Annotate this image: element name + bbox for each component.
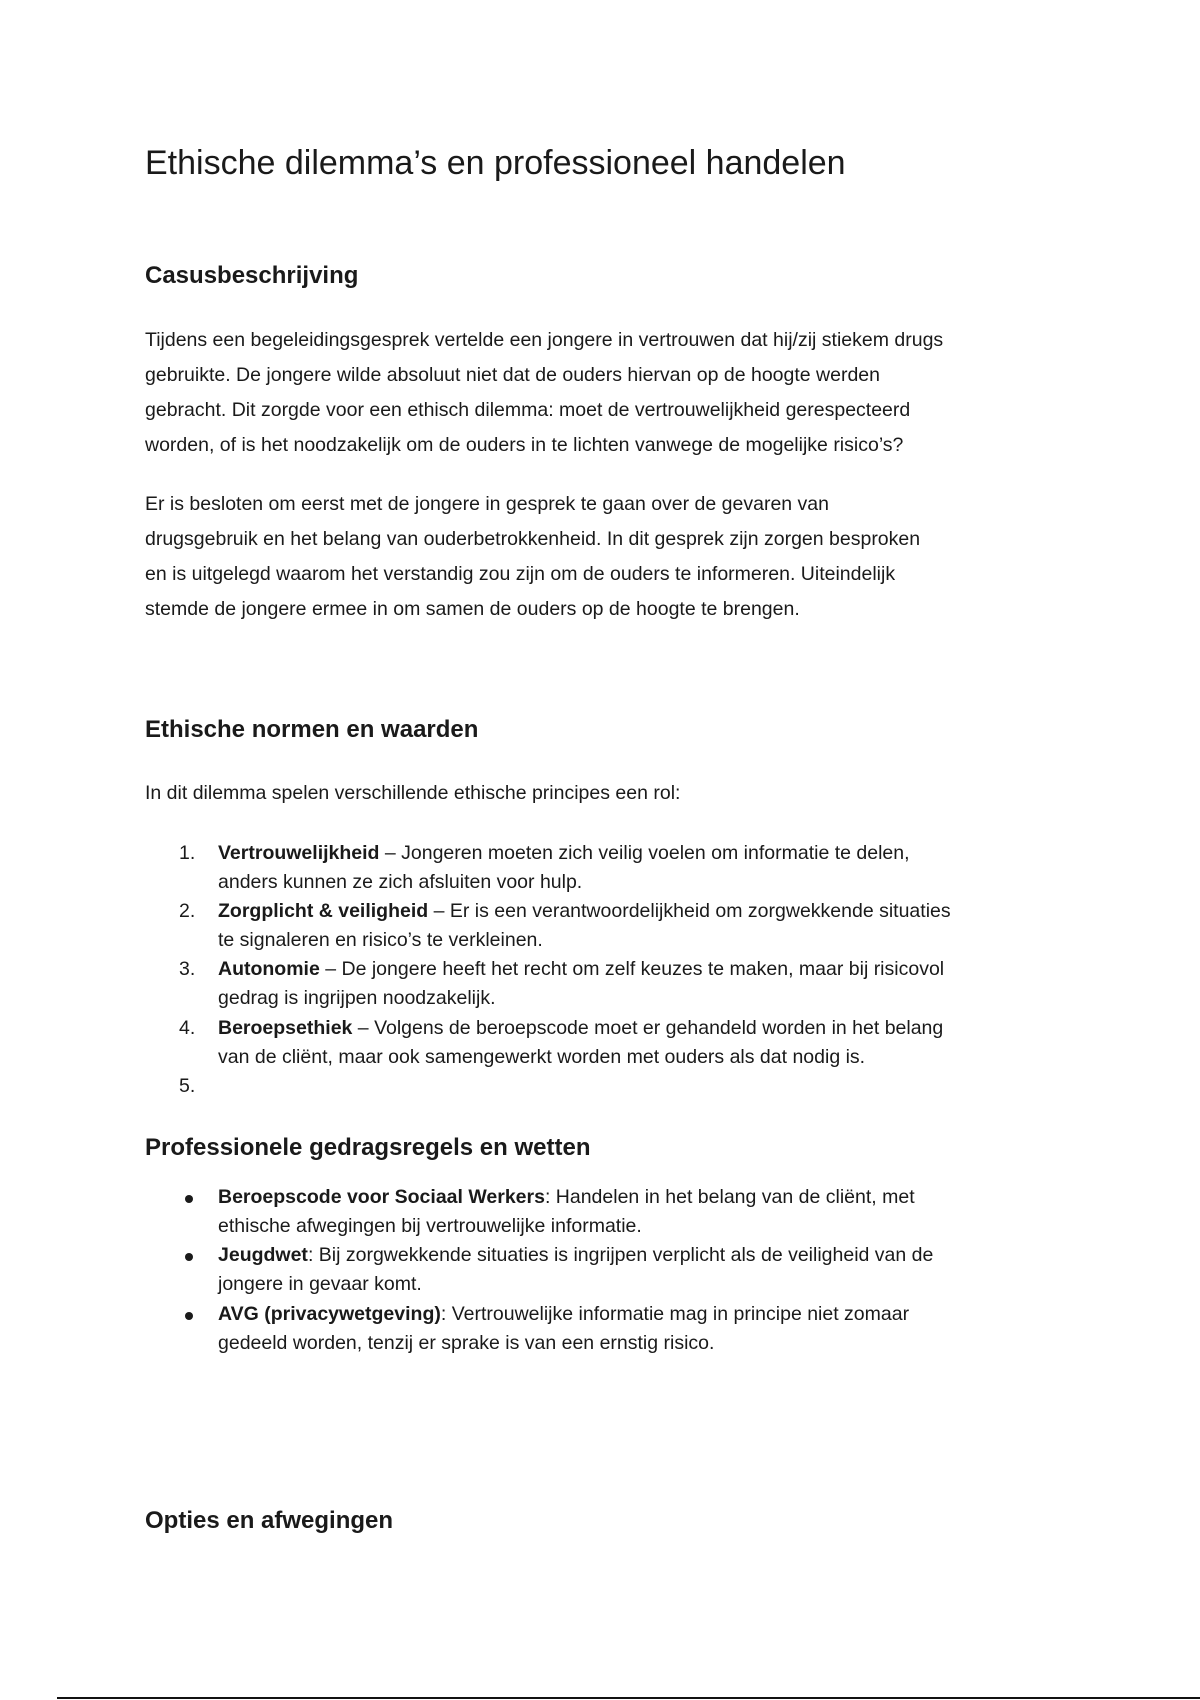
list-item-text: – Volgens de beroepscode moet er gehandeld worden in het belang bbox=[352, 1017, 944, 1039]
list-item-text: – Er is een verantwoordelijkheid om zorgwekkende situaties bbox=[428, 900, 951, 922]
text-line: worden, of is het noodzakelijk om de ouders in te lichten vanwege de mogelijke risico’s? bbox=[145, 434, 904, 456]
bullet-icon bbox=[185, 1253, 193, 1261]
text-line: gebracht. Dit zorgde voor een ethisch dilemma: moet de vertrouwelijkheid gerespecteerd bbox=[145, 399, 911, 421]
list-number: 4. bbox=[179, 1017, 196, 1039]
heading-ethische-normen: Ethische normen en waarden bbox=[145, 716, 479, 743]
list-item-term: Autonomie bbox=[218, 958, 320, 980]
list-item-text: ethische afwegingen bij vertrouwelijke informatie. bbox=[218, 1215, 642, 1237]
list-item-text: – De jongere heeft het recht om zelf keuzes te maken, maar bij risicovol bbox=[319, 958, 945, 980]
text-line: en is uitgelegd waarom het verstandig zou zijn om de ouders te informeren. Uiteindelijk bbox=[145, 563, 896, 585]
list-item-text: : Bij zorgwekkende situaties is ingrijpen verplicht als de veiligheid van de bbox=[307, 1244, 934, 1266]
list-item-text: van de cliënt, maar ook samengewerkt worden met ouders als dat nodig is. bbox=[218, 1046, 866, 1068]
text-line: In dit dilemma spelen verschillende ethische principes een rol: bbox=[145, 782, 681, 804]
list-item-text: gedeeld worden, tenzij er sprake is van een ernstig risico. bbox=[218, 1332, 715, 1354]
list-item-term: Zorgplicht & veiligheid bbox=[218, 900, 429, 922]
text-line: Tijdens een begeleidingsgesprek vertelde een jongere in vertrouwen dat hij/zij stiekem drugs bbox=[145, 329, 944, 351]
list-item-term: Beroepscode voor Sociaal Werkers bbox=[218, 1186, 545, 1208]
heading-gedragsregels: Professionele gedragsregels en wetten bbox=[145, 1134, 591, 1161]
casus-paragraph-2 bbox=[145, 487, 1065, 627]
heading-opties: Opties en afwegingen bbox=[145, 1507, 394, 1534]
list-item-text: : Handelen in het belang van de cliënt, met bbox=[544, 1186, 915, 1208]
heading-casusbeschrijving: Casusbeschrijving bbox=[145, 262, 359, 289]
text-line: stemde de jongere ermee in om samen de ouders op de hoogte te brengen. bbox=[145, 598, 800, 620]
document-title: Ethische dilemma’s en professioneel handelen bbox=[145, 144, 846, 182]
list-item-text: te signaleren en risico’s te verkleinen. bbox=[218, 929, 543, 951]
list-number: 2. bbox=[179, 900, 196, 922]
casus-paragraph-1 bbox=[145, 323, 1065, 463]
list-item-text: anders kunnen ze zich afsluiten voor hulp. bbox=[218, 871, 583, 893]
list-item-text: : Vertrouwelijke informatie mag in principe niet zomaar bbox=[440, 1303, 910, 1325]
page-bottom-rule bbox=[57, 1697, 1200, 1699]
list-item-text: – Jongeren moeten zich veilig voelen om informatie te delen, bbox=[379, 842, 910, 864]
list-item-term: Vertrouwelijkheid bbox=[218, 842, 380, 864]
list-item-text: jongere in gevaar komt. bbox=[218, 1273, 422, 1295]
bullet-icon bbox=[185, 1312, 193, 1320]
text-line: gebruikte. De jongere wilde absoluut niet dat de ouders hiervan op de hoogte werden bbox=[145, 364, 881, 386]
text-line: Er is besloten om eerst met de jongere in gesprek te gaan over de gevaren van bbox=[145, 493, 829, 515]
list-item-text: gedrag is ingrijpen noodzakelijk. bbox=[218, 987, 496, 1009]
bullet-icon bbox=[185, 1195, 193, 1203]
list-item-term: AVG (privacywetgeving) bbox=[218, 1303, 441, 1325]
list-number: 5. bbox=[179, 1075, 196, 1097]
list-item-term: Jeugdwet bbox=[218, 1244, 308, 1266]
normen-intro bbox=[145, 776, 1065, 811]
list-number: 3. bbox=[179, 958, 196, 980]
text-line: drugsgebruik en het belang van ouderbetrokkenheid. In dit gesprek zijn zorgen besproken bbox=[145, 528, 921, 550]
list-number: 1. bbox=[179, 842, 196, 864]
list-item-term: Beroepsethiek bbox=[218, 1017, 353, 1039]
